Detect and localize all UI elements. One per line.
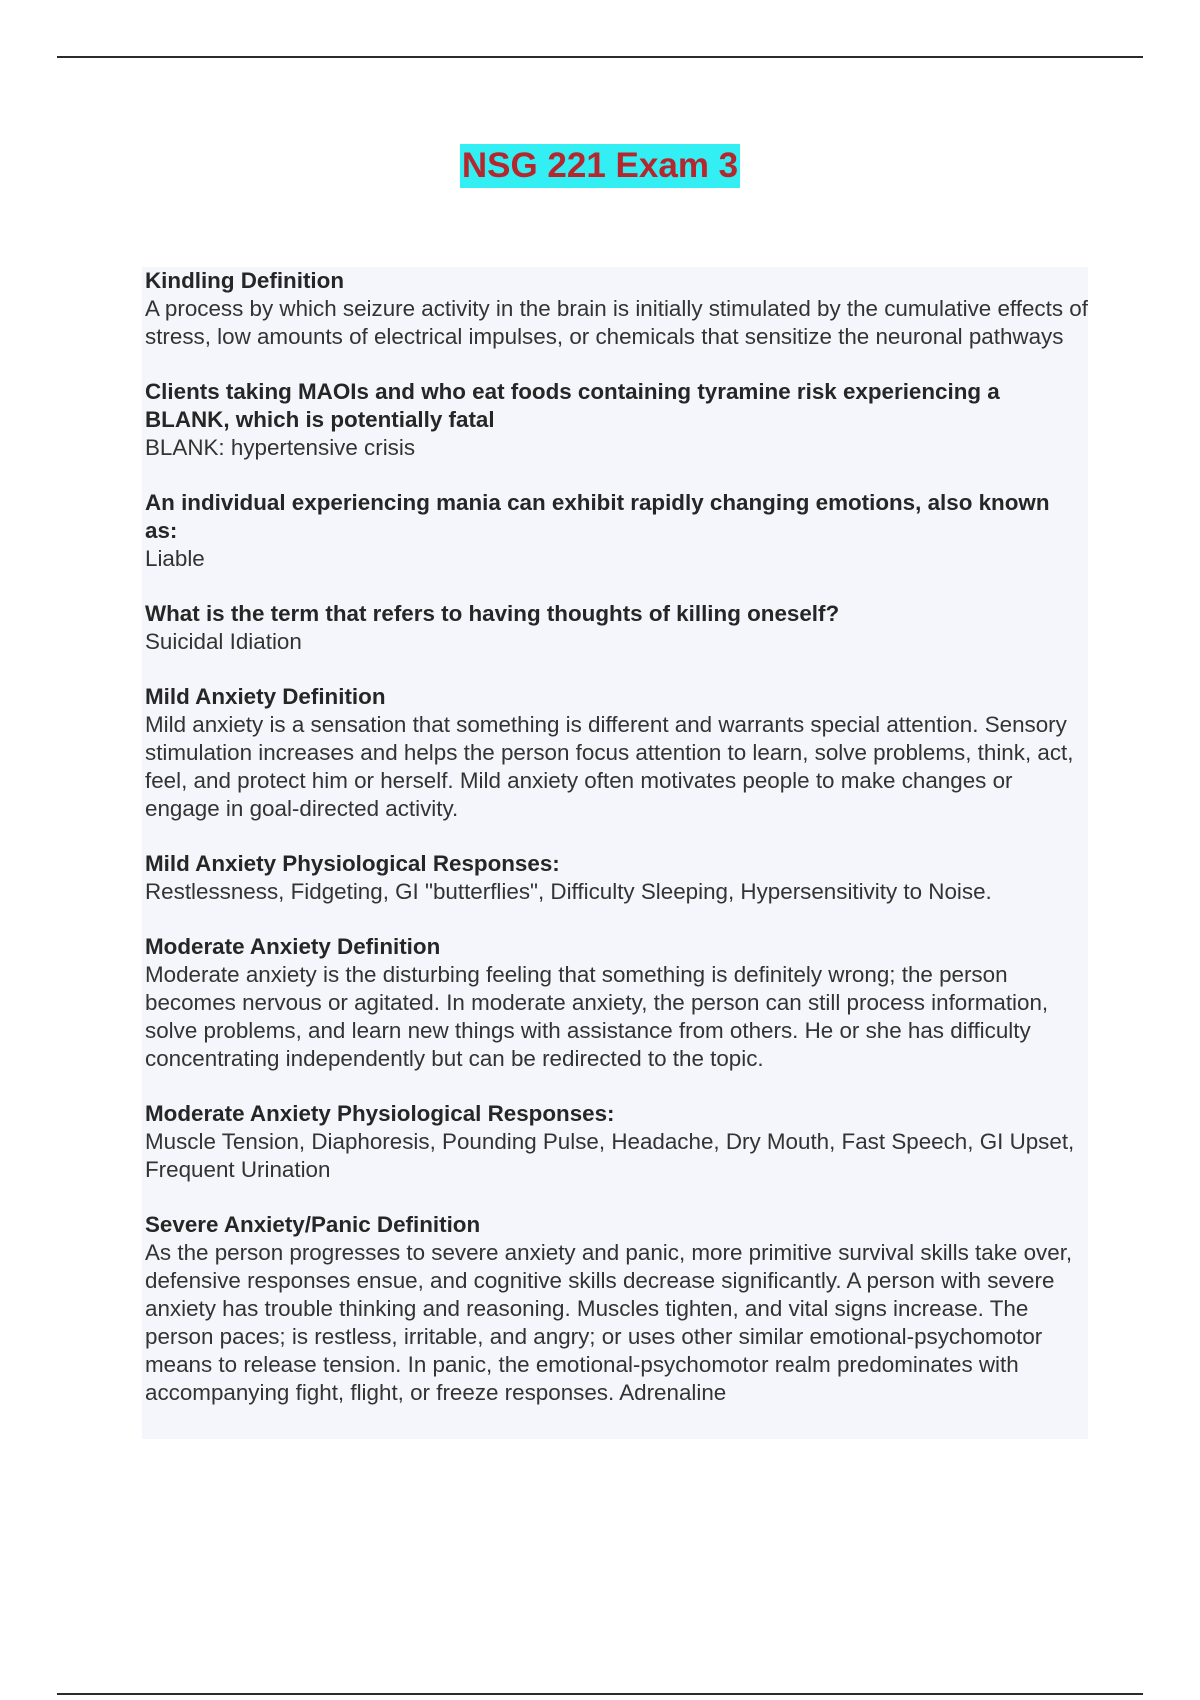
flashcard-definition: A process by which seizure activity in the brain is initially stimulated by the cumulative effects of stress, low amounts of electrical impulses, or chemicals that sensitize the neuronal pathways xyxy=(145,296,1088,349)
flashcard-term: Severe Anxiety/Panic Definition xyxy=(145,1212,481,1237)
flashcard-term: Mild Anxiety Physiological Responses: xyxy=(145,851,560,876)
flashcard-definition: Liable xyxy=(145,546,205,571)
flashcard-term: Mild Anxiety Definition xyxy=(145,684,386,709)
flashcard-definition: Moderate anxiety is the disturbing feeling that something is definitely wrong; the person becomes nervous or agitated. In moderate anxiety, the person can still process information, solve problems, and learn new things with assistance from others. He or she has difficulty concentrating independently but can be redirected to the topic. xyxy=(145,962,1049,1071)
flashcard xyxy=(145,850,1088,906)
flashcard-definition: Mild anxiety is a sensation that something is different and warrants special attention. Sensory stimulation increases and helps the person focus attention to learn, solve problems, think, act, feel, and protect him or herself. Mild anxiety often motivates people to make changes or engage in goal-directed activity. xyxy=(145,712,1074,821)
flashcard-definition: As the person progresses to severe anxiety and panic, more primitive survival skills take over, defensive responses ensue, and cognitive skills decrease significantly. A person with severe anxiety has trouble thinking and reasoning. Muscles tighten, and vital signs increase. The person paces; is restless, irritable, and angry; or uses other similar emotional-psychomotor means to release tension. In panic, the emotional-psychomotor realm predominates with accompanying fight, flight, or freeze responses. Adrenaline xyxy=(145,1240,1073,1405)
flashcard xyxy=(145,600,1088,656)
flashcard xyxy=(145,378,1088,462)
flashcard-definition: Suicidal Idiation xyxy=(145,629,302,654)
document-title: NSG 221 Exam 3 xyxy=(460,144,740,188)
flashcard-term: Moderate Anxiety Physiological Responses: xyxy=(145,1101,615,1126)
title-container xyxy=(0,144,1200,188)
flashcard xyxy=(145,683,1088,823)
flashcard-list xyxy=(142,267,1088,1439)
flashcard xyxy=(145,489,1088,573)
flashcard xyxy=(145,267,1088,351)
flashcard-term: An individual experiencing mania can exhibit rapidly changing emotions, also known as: xyxy=(145,490,1050,543)
flashcard-term: Moderate Anxiety Definition xyxy=(145,934,441,959)
top-divider xyxy=(57,56,1143,58)
flashcard xyxy=(145,1100,1088,1184)
flashcard-definition: Muscle Tension, Diaphoresis, Pounding Pulse, Headache, Dry Mouth, Fast Speech, GI Upset, Frequent Urination xyxy=(145,1129,1075,1182)
flashcard xyxy=(145,933,1088,1073)
flashcard-definition: Restlessness, Fidgeting, GI "butterflies", Difficulty Sleeping, Hypersensitivity to Noise. xyxy=(145,879,992,904)
flashcard xyxy=(145,1211,1088,1407)
flashcard-term: What is the term that refers to having thoughts of killing oneself? xyxy=(145,601,840,626)
flashcard-term: Clients taking MAOIs and who eat foods containing tyramine risk experiencing a BLANK, which is potentially fatal xyxy=(145,379,1000,432)
flashcard-definition: BLANK: hypertensive crisis xyxy=(145,435,416,460)
bottom-divider xyxy=(57,1693,1143,1695)
flashcard-term: Kindling Definition xyxy=(145,268,344,293)
